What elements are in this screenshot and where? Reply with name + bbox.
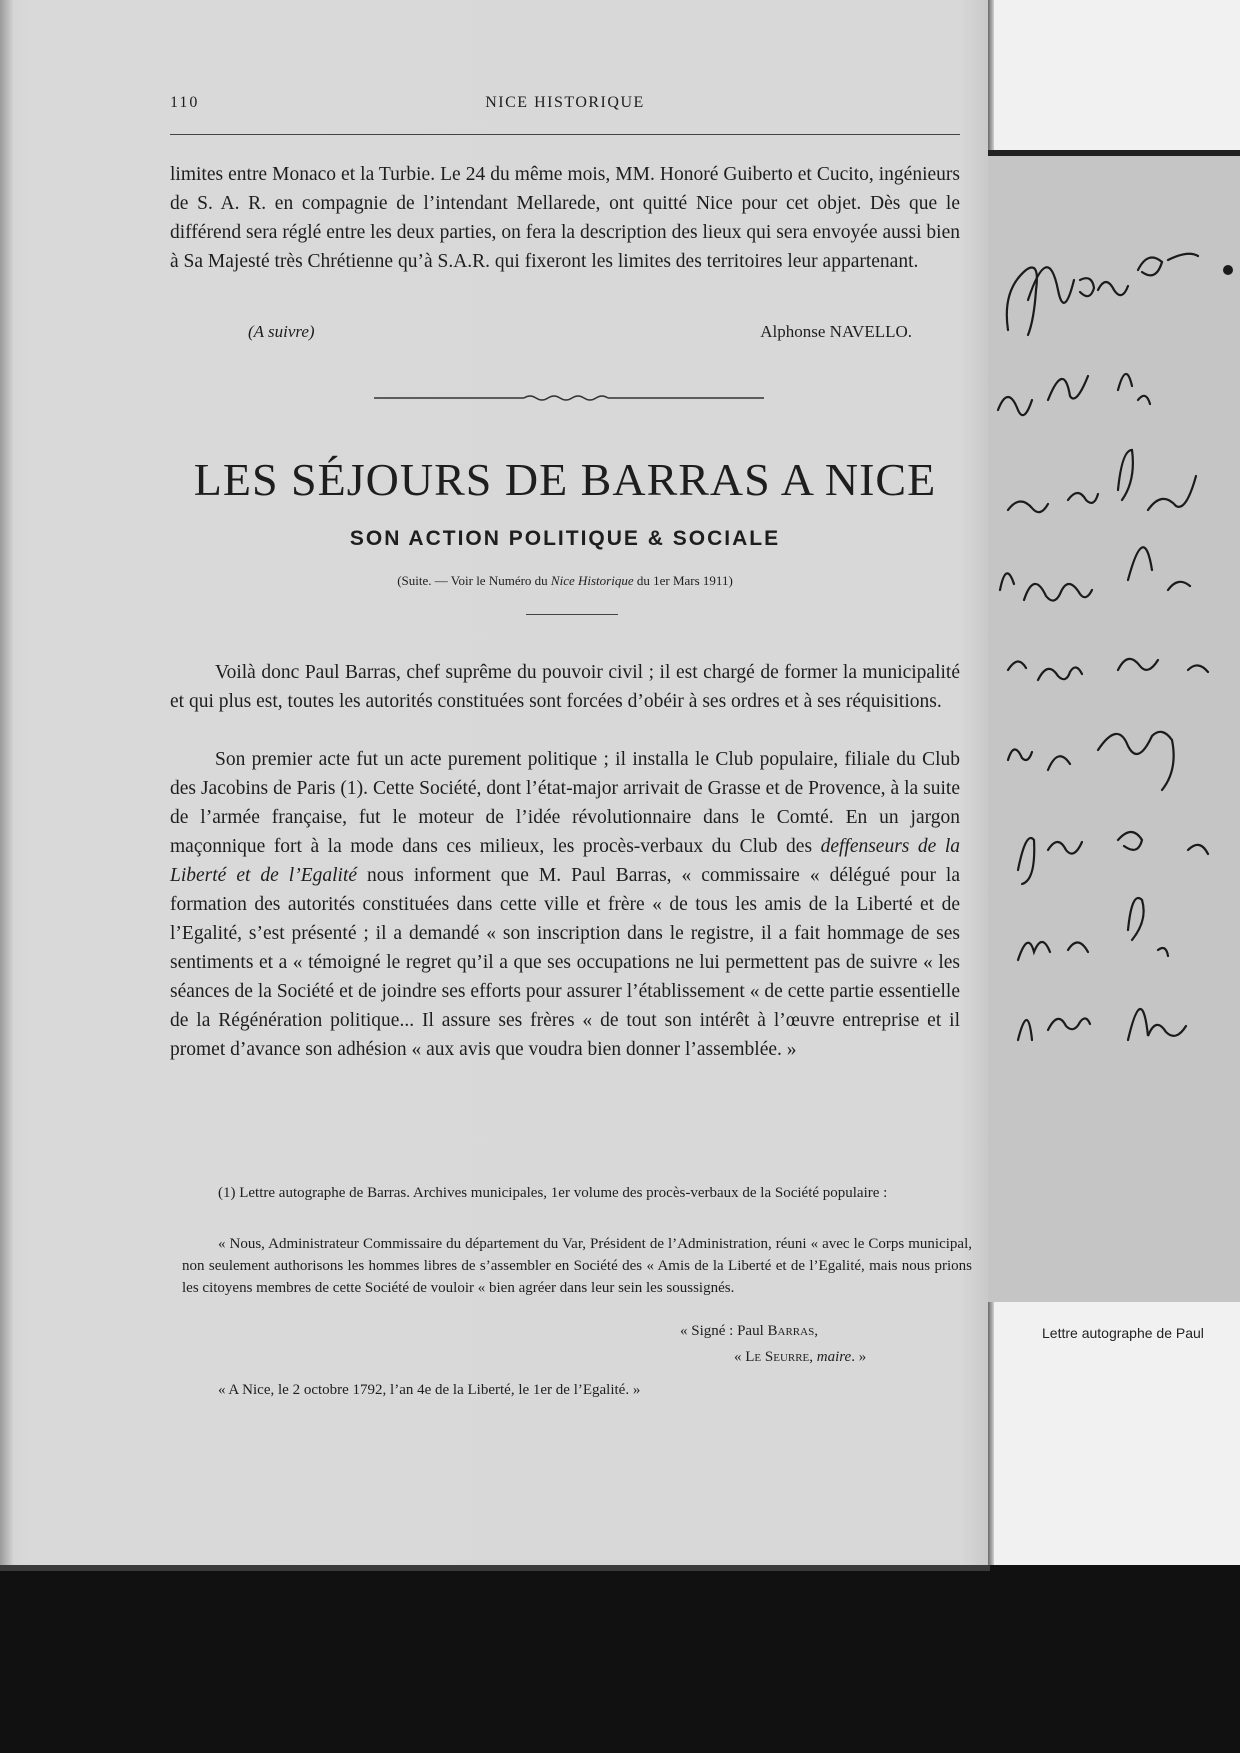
to-be-continued: (A suivre) xyxy=(248,322,315,341)
ornamental-rule xyxy=(374,394,764,402)
photo-caption: Lettre autographe de Paul xyxy=(1042,1325,1204,1341)
footnote-1: (1) Lettre autographe de Barras. Archives municipales, 1er volume des procès-verbaux de la Société populaire : xyxy=(218,1185,888,1201)
continuation-note xyxy=(170,571,960,591)
article-paragraph-1: Voilà donc Paul Barras, chef suprême du pouvoir civil ; il est chargé de former la municipalité et qui plus est, toutes les autorités constituées sont forcées d’obéir à ses ordres et à ses réquisitions. xyxy=(170,662,960,712)
paragraph-2-text-a: Son premier acte fut un acte purement politique ; il installa le Club populaire, filiale du Club des Jacobins de Paris (1). Cette Société, dont l’état-major arrivait de Grasse et de Provence, à la suite de l’armée française, fut le moteur de l’idée révolutionnaire dans le Comté. En un jargon maçonnique fort à la mode dans ces milieux, les procès-verbaux du Club des xyxy=(170,749,960,857)
journal-title: NICE HISTORIQUE xyxy=(485,94,645,111)
article-subtitle: SON ACTION POLITIQUE & SOCIALE xyxy=(349,527,781,550)
footnote-quote: « Nous, Administrateur Commissaire du département du Var, Président de l’Administration, réuni « avec le Corps municipal, non seulement authorisons les hommes libres de s’assembler en Société des « Amis de la Liberté et de l’Egalité, mais nous prions les citoyens membres de cette Société de vouloir « bien agréer dans leur sein les soussignés. xyxy=(182,1236,972,1296)
paragraph-2-text-b: nous informent que M. Paul Barras, « commissaire « délégué pour la formation des autorités constituées dans cette ville et frère « de tous les amis de la Liberté et de l’Egalité, s’est présenté ; il a demandé « son inscription dans le registre, il a fait hommage de ses sentiments et a « témoigné le regret qu’il a que ses occupations ne lui permettent pas de suivre « les séances de la Société et de joindre ses efforts pour assurer l’établissement « de cette partie essentielle de la Régénération politique... Il assure ses frères « de tout son intérêt à l’œuvre entreprise et il promet d’avance son adhésion « aux avis que voudra bien donner l’assemblée. » xyxy=(170,865,961,1060)
section-divider xyxy=(526,614,618,615)
article-title: LES SÉJOURS DE BARRAS A NICE xyxy=(193,454,937,505)
facing-page xyxy=(988,0,1240,1565)
sig2-title: maire xyxy=(816,1349,852,1365)
article-paragraph-2 xyxy=(170,745,960,1064)
autograph-letter-photo xyxy=(988,150,1240,1302)
continuation-prefix: (Suite. — Voir le Numéro du xyxy=(397,573,551,588)
author-name: Alphonse NAVELLO. xyxy=(760,322,912,341)
running-head xyxy=(170,94,960,135)
footnote-date-line: « A Nice, le 2 octobre 1792, l’an 4e de la Liberté, le 1er de l’Egalité. » xyxy=(218,1382,641,1398)
footnote-signature-le-seurre xyxy=(734,1346,866,1368)
sig1-suffix: , xyxy=(814,1323,818,1339)
sig2-name: Le Seurre xyxy=(745,1349,810,1365)
scan-bottom-edge xyxy=(0,1565,1240,1753)
sig1-prefix: « Signé : Paul xyxy=(680,1323,768,1339)
previous-article-paragraph: limites entre Monaco et la Turbie. Le 24 du même mois, MM. Honoré Guiberto et Cucito, ingénieurs de S. A. R. en compagnie de l’intendant Mellarede, ont quitté Nice pour cet objet. Dès que le différend sera réglé entre les deux parties, on fera la description des lieux qui sera envoyée aussi bien à Sa Majesté très Chrétienne qu’à S.A.R. qui fixeront les limites des territoires leur appartenant. xyxy=(170,164,960,272)
sig2-prefix: « xyxy=(734,1349,746,1365)
footnote-signature-barras xyxy=(680,1320,818,1342)
club-name-italic: deffenseurs de la Liberté et de l’Egalité xyxy=(170,836,960,886)
page-number: 110 xyxy=(170,94,200,111)
sig1-name: Barras xyxy=(767,1323,815,1339)
handwriting-facsimile xyxy=(988,150,1240,1302)
continuation-journal: Nice Historique xyxy=(550,573,634,588)
sig2-suffix: . » xyxy=(851,1349,867,1365)
book-page xyxy=(22,0,988,1565)
sig2-sep: , xyxy=(809,1349,817,1365)
continuation-suffix: du 1er Mars 1911) xyxy=(633,573,733,588)
previous-article-signature xyxy=(170,322,960,350)
